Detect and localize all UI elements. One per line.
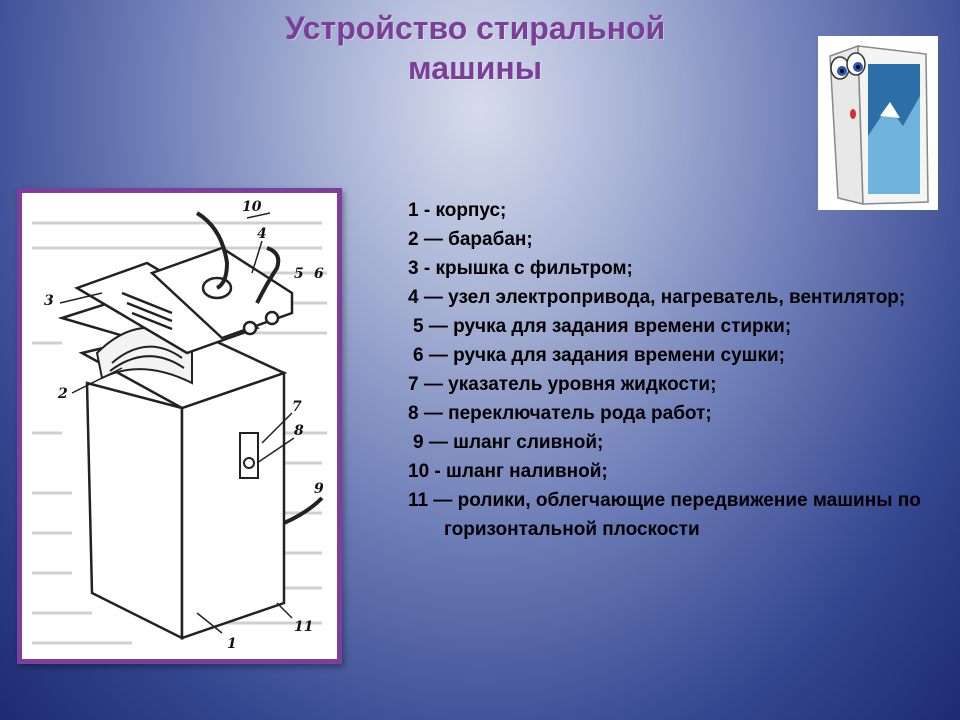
parts-legend [408,196,928,544]
callout-11: 11 [294,619,314,635]
legend-item: 11 — ролики, облегчающие передвижение машины по горизонтальной плоскости [408,490,921,540]
legend-item: 4 — узел электропривода, нагреватель, вентилятор; [408,287,906,308]
callout-7: 7 [292,399,302,415]
legend-item: 8 — переключатель рода работ; [408,403,712,424]
title-line-2: машины [407,50,543,86]
side-panel [240,433,258,478]
callout-3: 3 [44,293,54,309]
cartoon-washing-machine-image [818,36,938,210]
callout-10: 10 [242,199,262,215]
callout-9: 9 [314,481,324,497]
slide-title [160,8,790,88]
callout-2: 2 [58,386,68,402]
cartoon-washing-machine-icon [818,36,938,210]
washing-machine-drawing [22,193,337,659]
callout-1: 1 [227,636,237,652]
callout-4: 4 [257,226,267,242]
legend-item: 1 - корпус; [408,200,507,221]
callout-5: 5 [294,266,304,282]
legend-item: 6 — ручка для задания времени сушки; [413,345,785,366]
washing-machine-diagram [17,188,342,664]
callout-6: 6 [314,266,324,282]
legend-item: 3 - крышка с фильтром; [408,258,633,279]
legend-item: 2 — барабан; [408,229,533,250]
title-line-1: Устройство стиральной [284,10,666,46]
legend-item: 5 — ручка для задания времени стирки; [413,316,792,337]
callout-8: 8 [294,423,304,439]
legend-item: 9 — шланг сливной; [413,432,604,453]
legend-item: 10 - шланг наливной; [408,461,608,482]
legend-item: 7 — указатель уровня жидкости; [408,374,717,395]
